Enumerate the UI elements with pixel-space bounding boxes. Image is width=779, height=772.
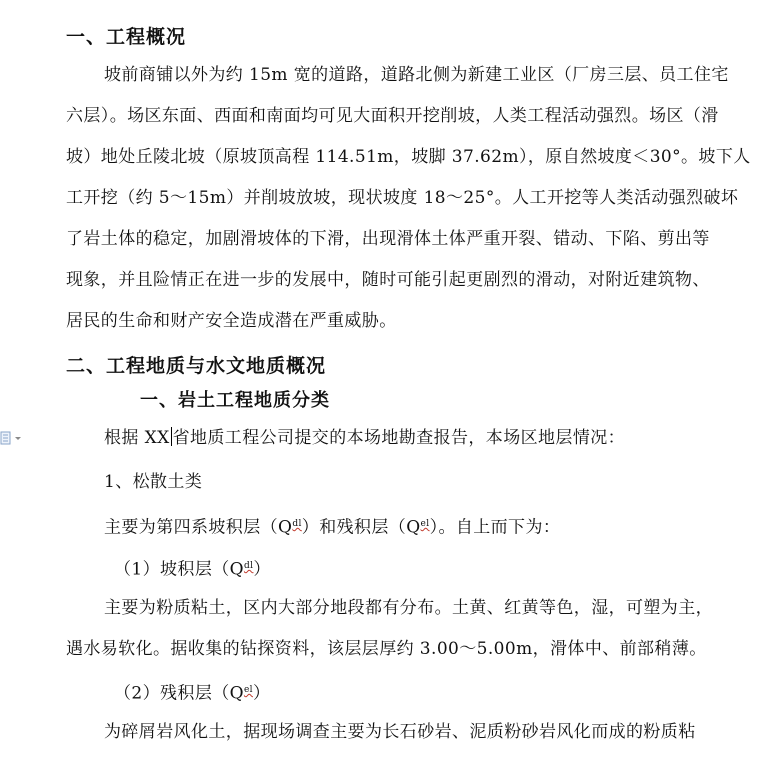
superscript-dl: dl — [292, 519, 302, 529]
superscript-el: el — [420, 519, 430, 529]
heading-project-overview: 一、工程概况 — [66, 26, 187, 48]
paragraph-line: 现象，并且险情正在进一步的发展中，随时可能引起更剧烈的滑动，对附近建筑物、 — [66, 270, 710, 290]
paragraph-handle-icon[interactable] — [0, 431, 26, 445]
list-item: 1、松散土类 — [104, 472, 203, 492]
paragraph-line: 主要为粉质粘土，区内大部分地段都有分布。土黄、红黄等色，湿，可塑为主， — [104, 598, 713, 618]
paragraph-line: 工开挖（约 5～15m）并削坡放坡，现状坡度 18～25°。人工开挖等人类活动强烈破坏 — [66, 188, 739, 208]
paragraph-line: 为碎屑岩风化土，据现场调查主要为长石砂岩、泥质粉砂岩风化而成的粉质粘 — [104, 722, 696, 742]
text-run: （2）残积层（Q — [114, 683, 244, 704]
heading-geology-overview: 二、工程地质与水文地质概况 — [66, 355, 327, 377]
superscript-el: el — [243, 685, 253, 695]
paragraph-line — [104, 512, 560, 540]
text-run: ） — [253, 559, 271, 580]
text-run: 省地质工程公司提交的本场地勘查报告，本场区地层情况： — [172, 428, 626, 448]
paragraph-line: 坡）地处丘陵北坡（原坡顶高程 114.51m，坡脚 37.62m），原自然坡度＜30°。坡下人 — [66, 147, 751, 167]
text-run: ） — [252, 683, 271, 704]
list-subitem — [114, 554, 271, 582]
text-run: （1）坡积层（Q — [114, 559, 244, 580]
subheading-soil-classification: 一、岩土工程地质分类 — [140, 390, 330, 411]
paragraph-line: 遇水易软化。据收集的钻探资料，该层层厚约 3.00～5.00m，滑体中、前部稍薄。 — [66, 639, 707, 659]
text-cursor — [171, 427, 172, 446]
text-run: ）。自上而下为： — [429, 517, 561, 538]
paragraph-line: 了岩土体的稳定，加剧滑坡体的下滑，出现滑体土体严重开裂、错动、下陷、剪出等 — [66, 229, 710, 249]
paragraph-line: 坡前商铺以外为约 15m 宽的道路，道路北侧为新建工业区（厂房三层、员工住宅 — [104, 65, 729, 85]
text-run: 主要为第四系坡积层（Q — [104, 517, 293, 538]
text-run: ）和残积层（Q — [301, 517, 421, 538]
text-run: 根据 XX — [104, 428, 170, 448]
superscript-dl: dl — [243, 561, 254, 571]
paragraph-line: 六层）。场区东面、西面和南面均可见大面积开挖削坡，人类工程活动强烈。场区（滑 — [66, 106, 719, 126]
list-subitem — [114, 678, 270, 706]
paragraph-line: 居民的生命和财产安全造成潜在严重威胁。 — [66, 311, 397, 331]
paragraph-line — [104, 426, 625, 450]
